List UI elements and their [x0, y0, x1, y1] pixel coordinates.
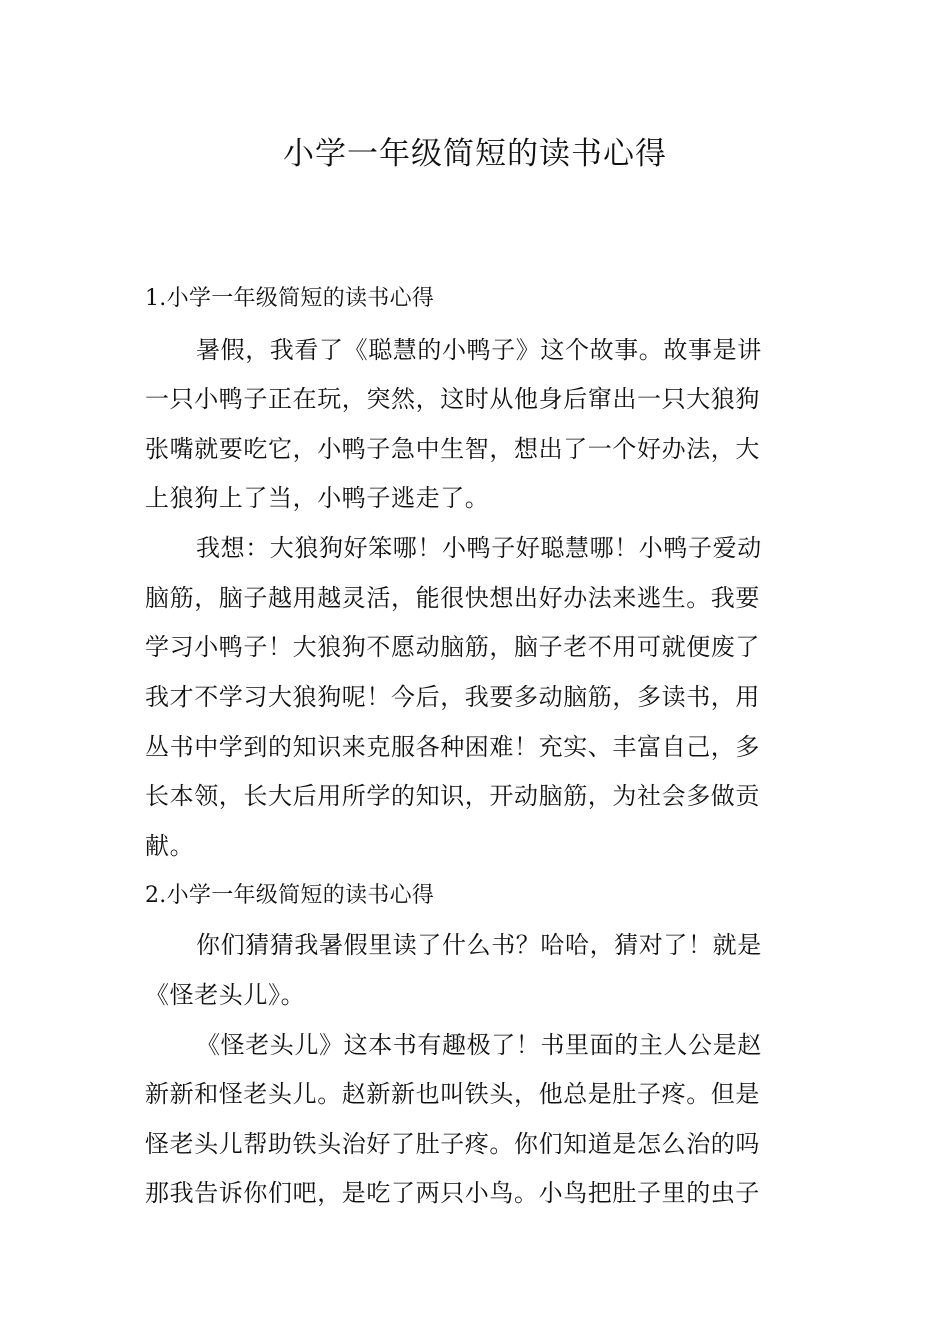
text-line: 脑筋，脑子越用越灵活，能很快想出好办法来逃生。我要	[145, 584, 760, 612]
section-heading-1: 1.小学一年级简短的读书心得	[145, 286, 435, 311]
text-line: 我才不学习大狼狗呢！今后，我要多动脑筋，多读书，用	[145, 683, 760, 711]
text-line: 新新和怪老头儿。赵新新也叫铁头，他总是肚子疼。但是	[145, 1080, 760, 1108]
text-line: 学习小鸭子！大狼狗不愿动脑筋，脑子老不用可就便废了	[145, 633, 760, 661]
section-heading-2: 2.小学一年级简短的读书心得	[145, 883, 435, 908]
text-line: 《怪老头儿》这本书有趣极了！书里面的主人公是赵	[196, 1031, 762, 1059]
text-line: 长本领，长大后用所学的知识，开动脑筋，为社会多做贡	[145, 782, 760, 810]
text-line: 张嘴就要吃它，小鸭子急中生智，想出了一个好办法，大	[145, 435, 760, 463]
text-line: 那我告诉你们吧，是吃了两只小鸟。小鸟把肚子里的虫子	[145, 1179, 760, 1207]
text-line: 上狼狗上了当，小鸭子逃走了。	[145, 484, 490, 512]
text-line: 献。	[145, 832, 195, 860]
text-line: 你们猜猜我暑假里读了什么书？哈哈，猜对了！就是	[196, 931, 762, 959]
text-line: 《怪老头儿》。	[145, 981, 306, 1009]
text-line: 丛书中学到的知识来克服各种困难！充实、丰富自己，多	[145, 733, 760, 761]
text-line: 一只小鸭子正在玩，突然，这时从他身后窜出一只大狼狗	[145, 385, 760, 413]
text-line: 暑假，我看了《聪慧的小鸭子》这个故事。故事是讲	[196, 336, 762, 364]
text-line: 我想：大狼狗好笨哪！小鸭子好聪慧哪！小鸭子爱动	[196, 534, 762, 562]
text-line: 怪老头儿帮助铁头治好了肚子疼。你们知道是怎么治的吗	[145, 1130, 760, 1158]
document-title: 小学一年级简短的读书心得	[283, 136, 667, 172]
